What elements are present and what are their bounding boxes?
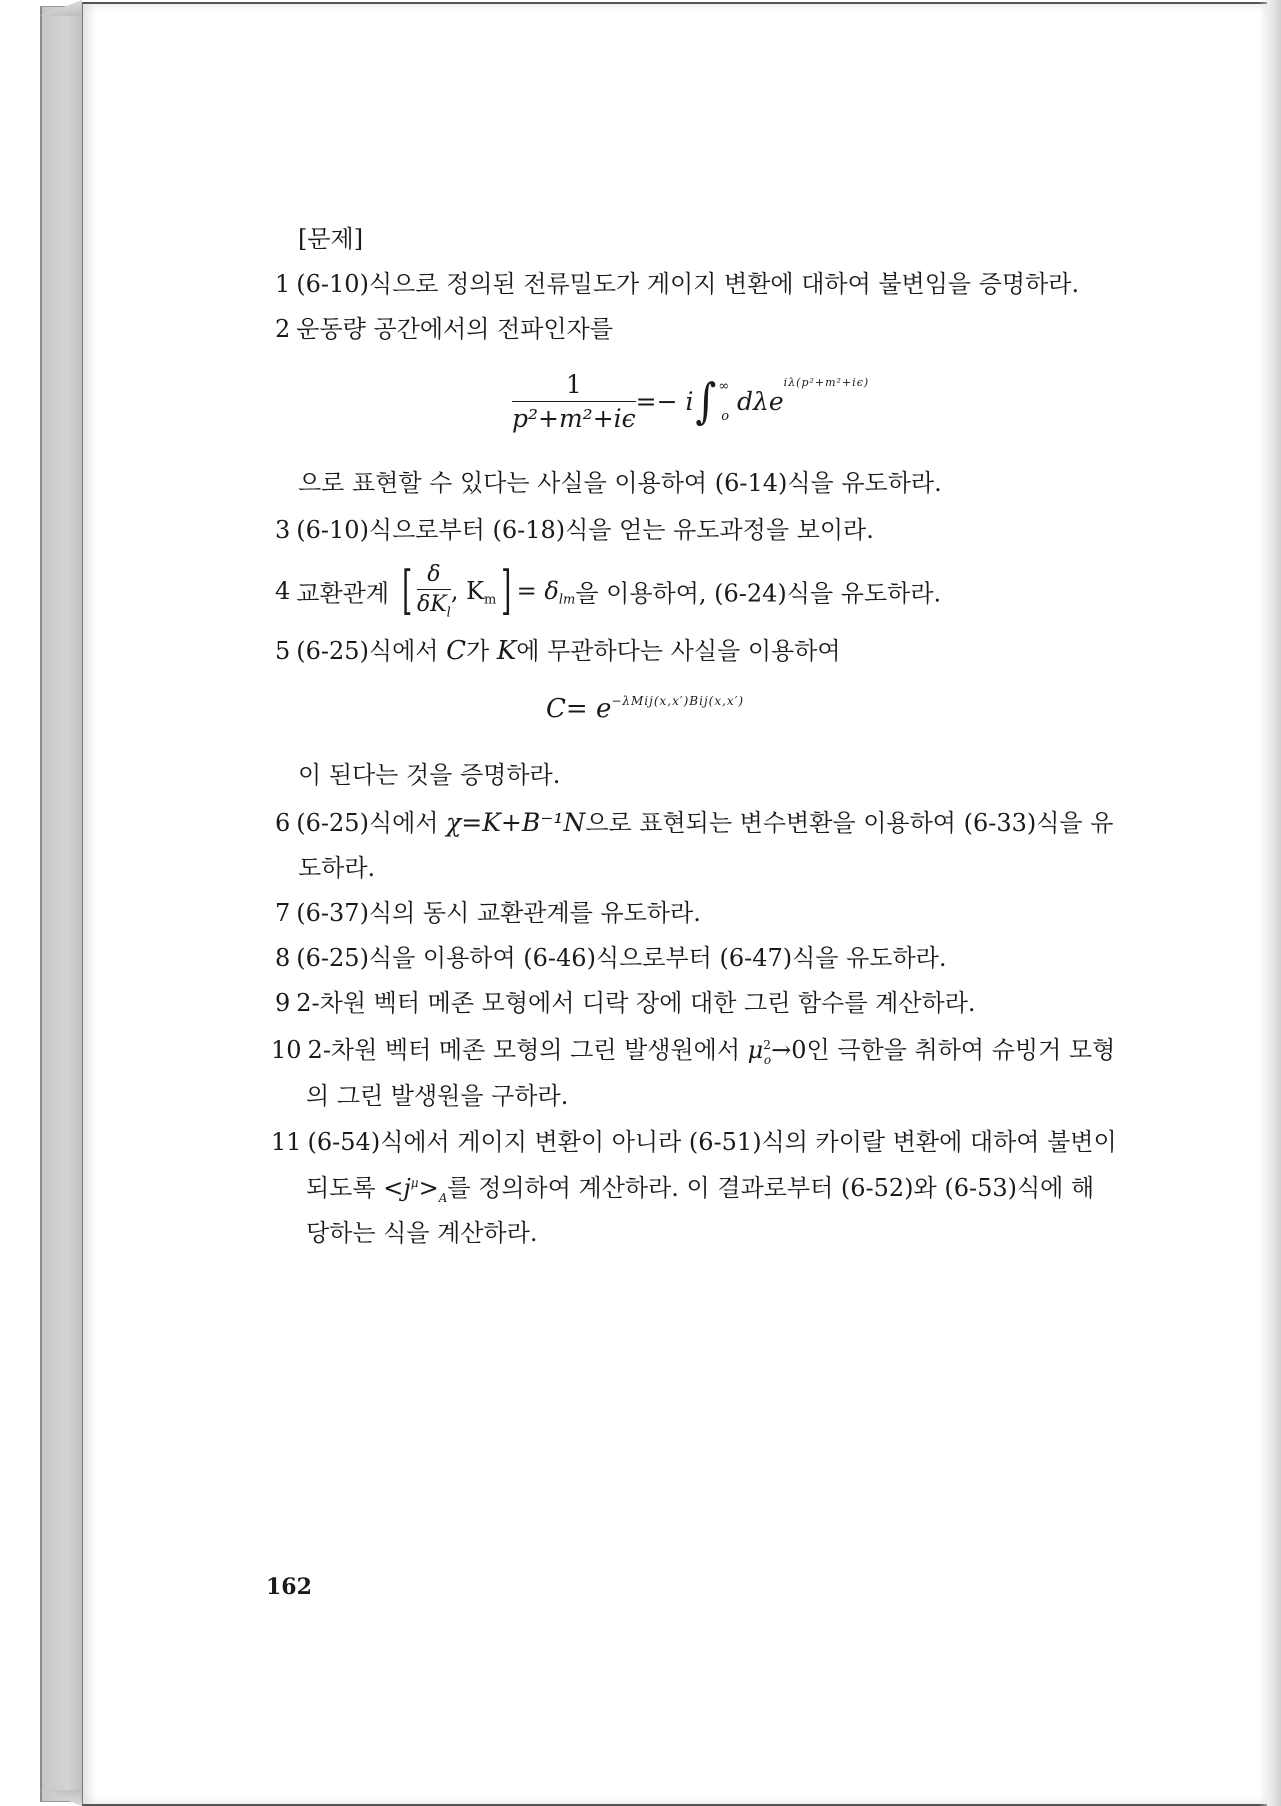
problem-10-continuation: [306, 1076, 568, 1111]
fraction-denominator: [417, 590, 451, 620]
problem-6-continuation: [298, 848, 375, 883]
problem-text: 당하는 식을 계산하라.: [306, 1219, 538, 1247]
problem-7: [275, 893, 701, 928]
problem-text: 인 극한을 취하여 슈빙거 모형: [806, 1036, 1116, 1064]
problem-2-continuation: [298, 463, 942, 498]
variable-K: K: [496, 636, 517, 666]
problem-8: [275, 938, 947, 973]
problem-number: 6: [275, 809, 291, 837]
problem-text: 으로 표현할 수 있다는 사실을 이용하여 (6-14)식을 유도하라.: [298, 469, 942, 497]
problem-11-line-3: [306, 1213, 538, 1248]
mu-superscript: 2: [763, 1038, 771, 1052]
equation-lhs: C= e: [546, 694, 612, 724]
problem-text: 를 정의하여 계산하라. 이 결과로부터 (6-52)와 (6-53)식에 해: [447, 1174, 1095, 1202]
current-close: >: [418, 1174, 439, 1202]
problem-6: [275, 803, 1113, 838]
problem-text: 으로 표현되는 변수변환을 이용하여 (6-33)식을 유: [585, 809, 1114, 837]
problem-1: [275, 264, 1079, 299]
fraction-numerator: δ: [417, 562, 451, 590]
equation-fraction: [512, 370, 636, 433]
problem-text: 되도록: [306, 1174, 376, 1202]
problem-2: [275, 309, 613, 344]
exponential-equation: [546, 694, 744, 724]
problem-4: 4 교환관계 [ $\frac{\delta}{\delta K_l}$ , $K_m] = \delta_{lm}$을 이용하여, (6-24)식을 유도하라.: [275, 561, 942, 622]
problem-number: 1: [275, 270, 291, 298]
problem-text: (6-25)식에서: [296, 637, 439, 665]
problem-number: 5: [275, 637, 291, 665]
problem-text: 교환관계: [296, 579, 390, 608]
right-bracket: ]: [501, 561, 512, 622]
problem-text: 가: [466, 637, 490, 665]
limit-arrow: →0: [771, 1036, 807, 1064]
problem-10: [271, 1030, 1115, 1067]
problem-number: 8: [275, 944, 291, 972]
current-symbol: <j: [383, 1174, 411, 1202]
problem-number: 2: [275, 315, 291, 343]
variable-transform: χ=K+B⁻¹N: [446, 808, 586, 837]
problem-number: 11: [271, 1128, 302, 1156]
problem-text: (6-10)식으로부터 (6-18)식을 얻는 유도과정을 보이라.: [296, 516, 874, 544]
problem-text: 의 그린 발생원을 구하라.: [306, 1082, 569, 1110]
delta-symbol: = δ: [516, 577, 559, 606]
mu-subscript: o: [763, 1052, 772, 1067]
problem-9: [275, 983, 976, 1018]
problem-number: 9: [275, 989, 291, 1017]
propagator-equation: [512, 370, 869, 433]
variable-C: C: [446, 636, 467, 666]
mu-symbol: μ: [747, 1036, 764, 1064]
problem-number: 7: [275, 899, 291, 927]
problem-11-line-2: [306, 1168, 1094, 1205]
problem-text: 운동량 공간에서의 전파인자를: [296, 315, 613, 343]
problem-text: (6-25)식에서: [296, 809, 439, 837]
problem-5: [275, 631, 841, 666]
denominator-symbol: δK: [416, 592, 447, 617]
problem-text: (6-25)식을 이용하여 (6-46)식으로부터 (6-47)식을 유도하라.: [296, 944, 947, 972]
delta-subscript: lm: [558, 592, 576, 608]
commutator-fraction: [417, 562, 451, 620]
left-bracket: [: [401, 561, 412, 622]
km-subscript: m: [484, 592, 497, 608]
problem-text: 에 무관하다는 사실을 이용하여: [516, 637, 841, 665]
denominator-subscript: l: [446, 605, 451, 621]
problem-text: 도하라.: [298, 854, 376, 882]
problem-number: 3: [275, 516, 291, 544]
problem-text: 2-차원 벡터 메존 모형의 그린 발생원에서: [307, 1036, 741, 1064]
fraction-numerator: 1: [512, 370, 636, 402]
problem-text: (6-54)식에서 게이지 변환이 아니라 (6-51)식의 카이랄 변환에 대하여 불변이: [307, 1128, 1117, 1156]
equation-rhs-prefix: =− i: [635, 387, 694, 416]
book-spine: [40, 6, 84, 1802]
equation-exponent: iλ(p²+m²+iϵ): [783, 376, 870, 389]
page-edge-shadow: [1259, 0, 1281, 1806]
problem-3: [275, 510, 874, 545]
problem-text: 2-차원 벡터 메존 모형에서 디락 장에 대한 그린 함수를 계산하라.: [296, 989, 976, 1017]
integral-upper-limit: ∞: [718, 379, 730, 394]
fraction-denominator: p²+m²+iϵ: [512, 404, 636, 433]
current-superscript: μ: [410, 1176, 419, 1190]
current-subscript: A: [438, 1190, 448, 1205]
problem-text: 을 이용하여, (6-24)식을 유도하라.: [575, 579, 942, 608]
page-number: 162: [266, 1574, 312, 1600]
problem-number: 4: [275, 577, 291, 606]
equation-exponent: −λMij(x,x′)Bij(x,x′): [611, 694, 745, 708]
integral-sign: ∫: [695, 373, 717, 430]
km-symbol: K: [466, 577, 485, 606]
integral-lower-limit: o: [721, 409, 730, 424]
problem-text: 이 된다는 것을 증명하라.: [298, 761, 561, 789]
problem-5-continuation: [298, 755, 560, 790]
problem-text: (6-37)식의 동시 교환관계를 유도하라.: [296, 899, 701, 927]
equation-integrand: dλe: [737, 387, 784, 416]
problem-text: (6-10)식으로 정의된 전류밀도가 게이지 변환에 대하여 불변임을 증명하라.: [296, 270, 1080, 298]
problem-11: [271, 1122, 1117, 1157]
problem-number: 10: [271, 1036, 302, 1064]
problems-heading: [문제]: [298, 225, 364, 253]
